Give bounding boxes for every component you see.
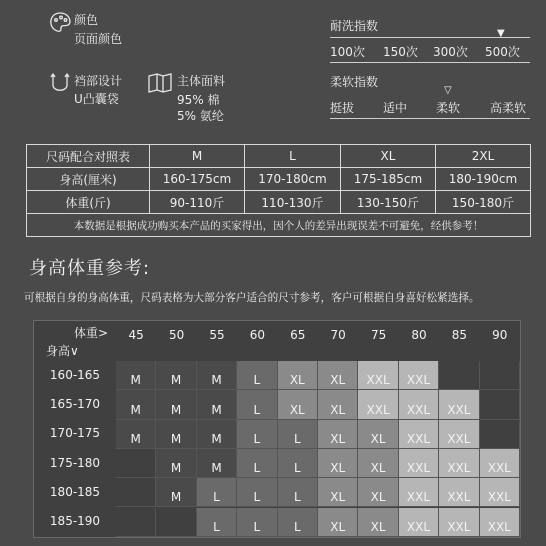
size-grid-cell: XXL — [399, 449, 439, 478]
size-header-xl: XL — [341, 145, 436, 168]
size-grid-cell: M — [197, 420, 237, 449]
weight-header: 90 — [492, 328, 508, 342]
size-grid-cell: M — [156, 420, 196, 449]
weight-header: 60 — [249, 328, 266, 342]
softness-marker-icon: ▽ — [444, 85, 452, 96]
size-grid-cell: L — [278, 420, 318, 449]
fabric-value-2: 5% 氨纶 — [177, 109, 224, 123]
size-grid-cell: L — [278, 508, 318, 537]
size-grid-cell — [439, 361, 479, 390]
size-grid-cell: M — [197, 449, 237, 478]
size-grid-cell — [116, 478, 156, 507]
size-grid-cell: XXL — [358, 361, 398, 390]
size-grid-cell: XXL — [439, 478, 479, 507]
size-grid-cell: XXL — [399, 420, 439, 449]
height-axis-label: 身高∨ — [46, 344, 79, 358]
weight-header: 70 — [330, 328, 346, 342]
fabric-value-1: 95% 棉 — [177, 93, 220, 107]
size-grid-cell: M — [156, 449, 196, 478]
wash-option-1: 100次 — [330, 45, 365, 59]
weight-axis-label: 体重> — [74, 326, 109, 340]
height-row-label: 165-170 — [49, 396, 101, 411]
size-grid-cell — [156, 508, 196, 537]
size-header-m: M — [150, 145, 245, 168]
size-table-row — [27, 191, 531, 214]
height-row-label: 175-180 — [49, 455, 101, 470]
size-grid-cell: XXL — [480, 449, 520, 478]
size-grid-cell: M — [197, 361, 237, 390]
size-grid-cell: XXL — [399, 478, 439, 507]
size-grid-cell: M — [156, 361, 196, 390]
size-grid-cell: M — [156, 478, 196, 507]
wash-option-3: 300次 — [433, 45, 468, 59]
wash-index-marker-icon: ▼ — [497, 28, 505, 39]
row-label-height: 身高(厘米) — [27, 168, 150, 191]
row-label-weight: 体重(斤) — [27, 191, 150, 214]
size-grid-cell — [480, 361, 520, 390]
table-cell: 160-175cm — [150, 168, 245, 191]
height-row-label: 170-175 — [49, 426, 101, 441]
height-row-label: 160-165 — [49, 367, 101, 382]
size-grid-cell: M — [116, 420, 156, 449]
size-grid-cell: L — [237, 508, 277, 537]
size-grid-cell: L — [237, 390, 277, 419]
size-grid-cell: XL — [358, 420, 398, 449]
size-grid-cell: XL — [358, 478, 398, 507]
size-grid-cell: XXL — [399, 390, 439, 419]
wash-index-bottom-divider — [330, 62, 530, 63]
table-cell: 170-180cm — [245, 168, 341, 191]
size-grid-cell: XL — [278, 361, 318, 390]
size-grid-cell: XL — [318, 508, 358, 537]
size-grid-cell: XL — [318, 361, 358, 390]
size-grid-cell: XL — [318, 420, 358, 449]
size-grid-cell: L — [278, 478, 318, 507]
size-grid-cell: XXL — [399, 361, 439, 390]
weight-header: 80 — [411, 328, 427, 342]
size-grid-cell: L — [237, 361, 277, 390]
size-grid-cell: XL — [318, 478, 358, 507]
wash-index-title: 耐洗指数 — [330, 19, 379, 33]
color-value: 页面颜色 — [74, 32, 123, 46]
table-cell: 150-180斤 — [436, 191, 531, 214]
section-title: 身高体重参考: — [29, 258, 151, 279]
size-grid-cell — [480, 390, 520, 419]
book-icon — [147, 72, 173, 94]
wash-option-4: 500次 — [485, 45, 520, 59]
color-title: 颜色 — [74, 13, 99, 27]
size-grid-cell: XL — [318, 449, 358, 478]
size-table — [26, 144, 531, 237]
size-grid-cell: M — [197, 390, 237, 419]
size-grid-cell: XXL — [439, 508, 479, 537]
size-grid-cell — [116, 508, 156, 537]
weight-header: 75 — [370, 328, 387, 342]
size-grid-cell: L — [197, 508, 237, 537]
softness-index-title: 柔软指数 — [330, 75, 379, 89]
size-table-header — [27, 145, 531, 168]
u-pouch-icon — [48, 70, 72, 98]
size-grid-cell: XXL — [480, 508, 520, 537]
size-table-note: 本数据是根据成功购买本产品的买家得出，因个人的差异出现误差不可避免，经供参考！ — [27, 214, 531, 237]
table-cell: 175-185cm — [341, 168, 436, 191]
softness-index-divider — [330, 118, 530, 119]
pocket-title: 裆部设计 — [74, 74, 123, 88]
size-grid-cell: XXL — [358, 390, 398, 419]
soft-option-4: 高柔软 — [490, 101, 527, 115]
size-header-l: L — [245, 145, 341, 168]
size-grid-cell: M — [116, 361, 156, 390]
size-header-2xl: 2XL — [436, 145, 531, 168]
size-grid-cell: XL — [278, 390, 318, 419]
size-grid-cell — [480, 420, 520, 449]
weight-header: 85 — [451, 328, 468, 342]
weight-header: 55 — [209, 328, 225, 342]
size-grid-cell: L — [278, 449, 318, 478]
height-weight-grid — [33, 320, 521, 538]
weight-header: 65 — [290, 328, 306, 342]
weight-header: 45 — [128, 328, 144, 342]
size-grid-cell: L — [197, 478, 237, 507]
size-grid-cell: L — [237, 420, 277, 449]
size-grid-cell: XXL — [439, 449, 479, 478]
size-grid-cell: XXL — [439, 390, 479, 419]
size-grid-cell: M — [116, 390, 156, 419]
height-row-label: 185-190 — [49, 514, 101, 529]
size-grid-cell: L — [237, 449, 277, 478]
description-text: 可根据自身的身高体重，尺码表格为大部分客户适合的尺寸参考，客户可根据自身喜好松紧选择。 — [24, 292, 480, 304]
table-cell: 130-150斤 — [341, 191, 436, 214]
size-grid-cell: L — [237, 478, 277, 507]
size-table-note-row — [27, 214, 531, 237]
table-cell: 180-190cm — [436, 168, 531, 191]
size-grid-cell: M — [156, 390, 196, 419]
table-cell: 90-110斤 — [150, 191, 245, 214]
size-grid-cell: XL — [318, 390, 358, 419]
soft-option-3: 柔软 — [436, 101, 461, 115]
size-table-row — [27, 168, 531, 191]
soft-option-2: 适中 — [383, 101, 408, 115]
size-table-title: 尺码配合对照表 — [27, 145, 150, 168]
size-grid-cell — [116, 449, 156, 478]
weight-header: 50 — [168, 328, 185, 342]
pocket-value: U凸囊袋 — [74, 92, 119, 106]
size-grid-cell: XXL — [399, 508, 439, 537]
height-row-label: 180-185 — [49, 484, 101, 499]
size-grid-cell: XL — [358, 449, 398, 478]
wash-option-2: 150次 — [383, 45, 418, 59]
soft-option-1: 挺拔 — [330, 101, 355, 115]
size-grid-cell: XXL — [480, 478, 520, 507]
fabric-title: 主体面料 — [177, 74, 226, 88]
size-grid-cell: XL — [358, 508, 398, 537]
table-cell: 110-130斤 — [245, 191, 341, 214]
palette-icon — [48, 10, 72, 36]
size-grid-cell: XXL — [439, 420, 479, 449]
